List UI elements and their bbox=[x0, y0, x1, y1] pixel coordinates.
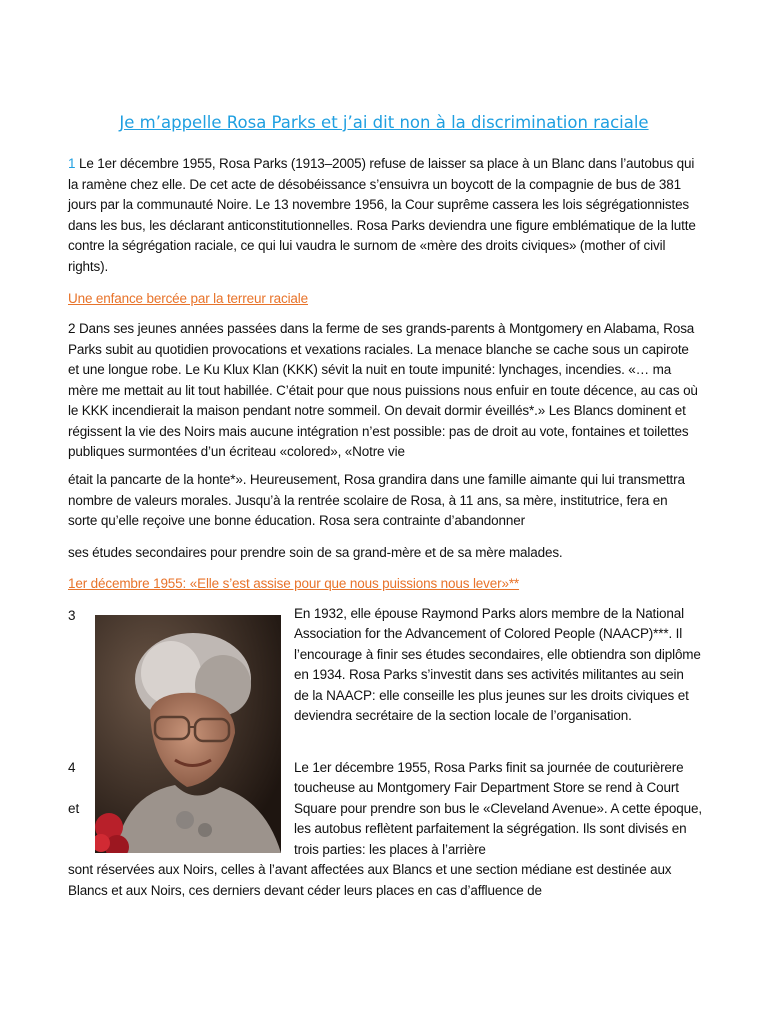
paragraph-number-4: 4 bbox=[68, 760, 76, 775]
portrait-illustration bbox=[95, 615, 281, 853]
paragraph-3-text: En 1932, elle épouse Raymond Parks alors membre de la National Association for the Advancement of Colored People (NAACP)***. Il l’encourage à finir ses études secondaires, elle obtiendra son diplôme en 1934. Rosa Parks s’investit dans ses activités militantes au sein de la NAACP: elle conseille les plus jeunes sur les droits civiques et deviendra secrétaire de la section locale de l’organisation. bbox=[294, 606, 701, 724]
rosa-parks-portrait bbox=[95, 615, 281, 853]
paragraph-1 bbox=[68, 154, 700, 277]
paragraph-4-tail: sont réservées aux Noirs, celles à l’avant affectées aux Blancs et une section médiane est destinée aux Blancs et aux Noirs, ces derniers devant céder leurs places en cas d’affluence de bbox=[68, 862, 672, 898]
paragraph-2a: 2 Dans ses jeunes années passées dans la ferme de ses grands-parents à Montgomery en Alabama, Rosa Parks subit au quotidien provocations et vexations raciales. La menace blanche se cache sous un capirote et une longue robe. Le Ku Klux Klan (KKK) sévit la nuit en toute impunité: lynchages, incendies. «… ma mère me mettait au lit tout habillée. C’était pour que nous puissions nous enfuir en toute décence, au cas où le KKK incendierait la maison pendant notre sommeil. On devait dormir éveillés*.» Les Blancs dominent et régissent la vie des Noirs mais aucune intégration n’est possible: pas de droit au vote, fontaines et toilettes publiques surmontées d’un écriteau «colored», «Notre vie bbox=[68, 321, 698, 459]
paragraph-2b: était la pancarte de la honte*». Heureusement, Rosa grandira dans une famille aimante qui lui transmettra nombre de valeurs morales. Jusqu’à la rentrée scolaire de Rosa, à 11 ans, sa mère, institutrice, fera en sorte qu’elle reçoive une bonne éducation. Rosa sera contrainte d’abandonner bbox=[68, 472, 685, 528]
paragraph-2c: ses études secondaires pour prendre soin de sa grand-mère et de sa mère malades. bbox=[68, 545, 563, 560]
paragraph-text: Le 1er décembre 1955, Rosa Parks (1913–2005) refuse de laisser sa place à un Blanc dans l’autobus qui la ramène chez elle. De cet acte de désobéissance s’ensuivra un boycott de la compagnie de bus de 381 jours par la communauté Noire. Le 13 novembre 1956, la Cour suprême cassera les lois ségrégationnistes dans les bus, les déclarant anticonstitutionnelles. Rosa Parks deviendra une figure emblématique de la lutte contre la ségrégation raciale, ce qui lui vaudra le surnom de «mère des droits civiques» (mother of civil rights). bbox=[68, 156, 696, 274]
paragraph-4-et: et bbox=[68, 801, 80, 816]
page-title: Je m’appelle Rosa Parks et j’ai dit non à la discrimination raciale bbox=[119, 113, 649, 132]
paragraph-number: 1 bbox=[68, 156, 76, 171]
paragraph-number-3: 3 bbox=[68, 608, 76, 623]
section-heading-childhood: Une enfance bercée par la terreur raciale bbox=[68, 291, 308, 306]
section-heading-1955: 1er décembre 1955: «Elle s’est assise pour que nous puissions nous lever»** bbox=[68, 576, 520, 591]
paragraph-4-text: Le 1er décembre 1955, Rosa Parks finit sa journée de couturièrere toucheuse au Montgomery Fair Department Store se rend à Court Square pour prendre son bus le «Cleveland Avenue». A cette époque, les autobus reflètent parfaitement la ségrégation. Ils sont divisés en trois parties: les places à l’arrière bbox=[294, 760, 702, 857]
